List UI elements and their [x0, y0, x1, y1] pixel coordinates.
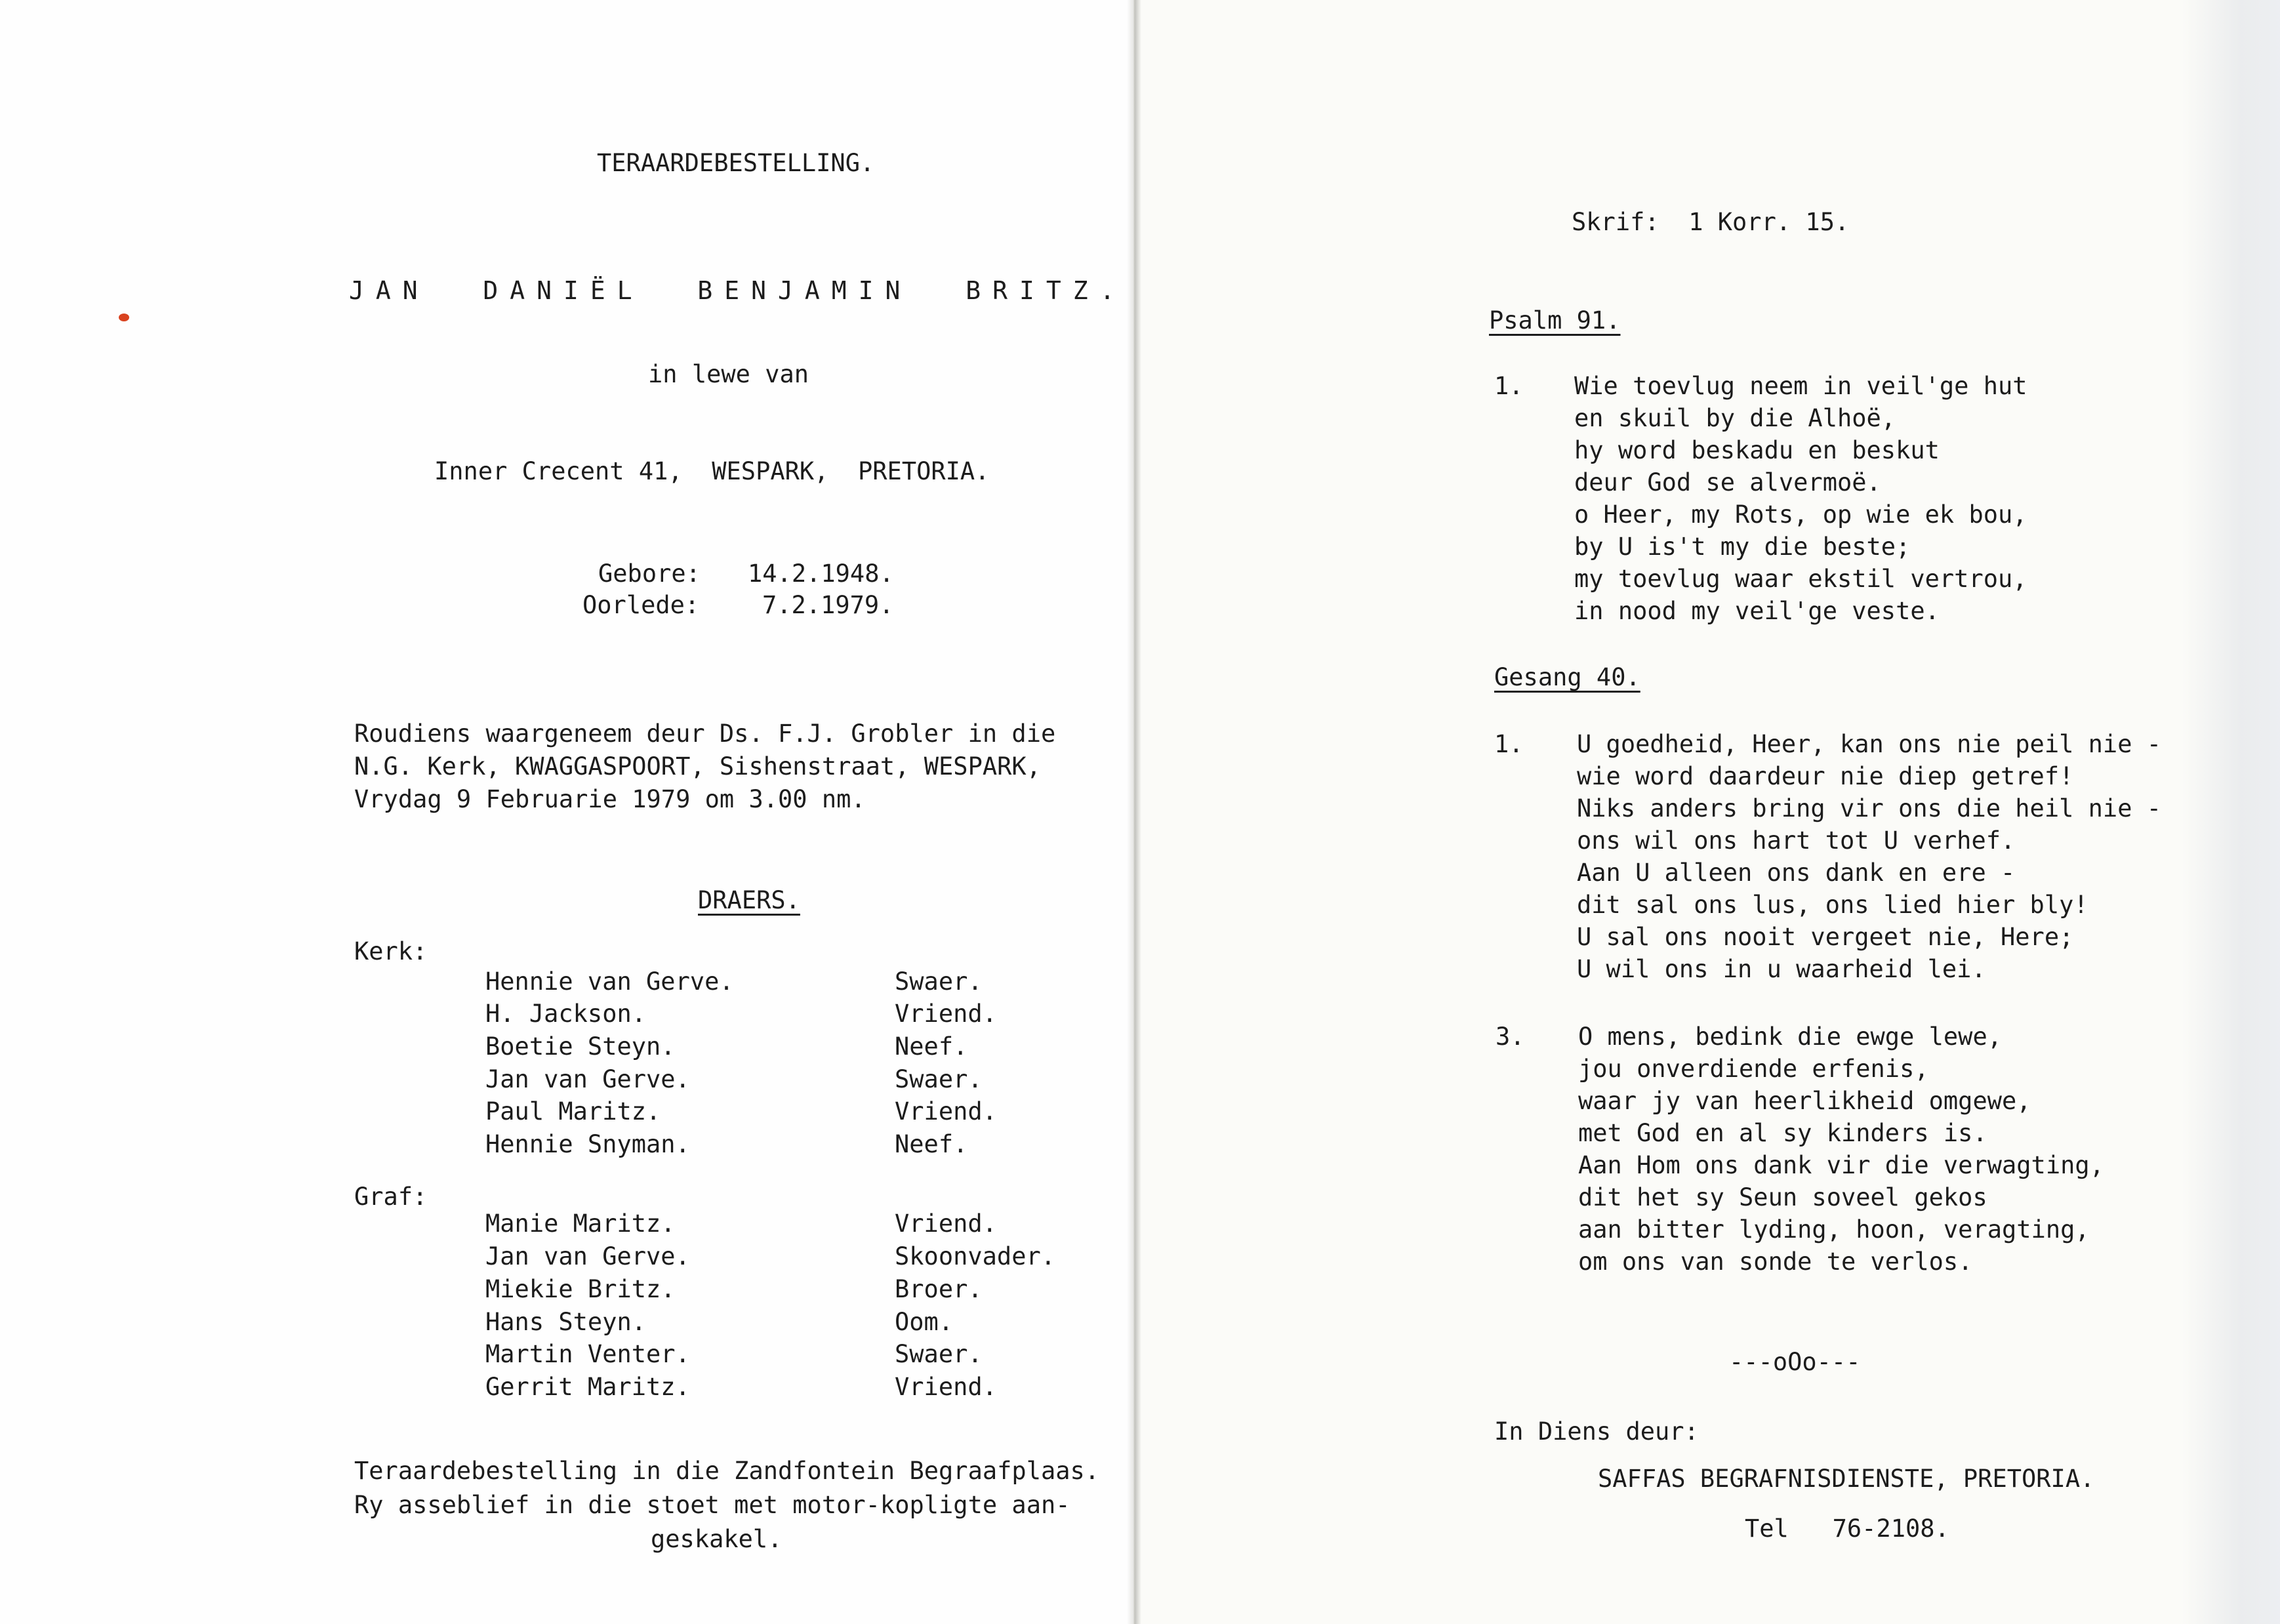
verse-number: 3.: [1496, 1023, 1525, 1051]
service-line: Vrydag 9 Februarie 1979 om 3.00 nm.: [354, 785, 866, 813]
gesang-line: ons wil ons hart tot U verhef.: [1577, 826, 2016, 855]
bearer-relation: Swaer.: [895, 1065, 983, 1093]
bearer-relation: Swaer.: [895, 967, 983, 996]
gesang-line: waar jy van heerlikheid omgewe,: [1578, 1087, 2031, 1115]
gesang-line: O mens, bedink die ewge lewe,: [1578, 1023, 2003, 1051]
bearer-relation: Broer.: [895, 1275, 983, 1303]
bearer-relation: Vriend.: [895, 1373, 997, 1401]
page-fold: [1127, 0, 1141, 1624]
separator: ---oOo---: [1729, 1348, 1861, 1376]
bearer-name: Manie Maritz.: [485, 1209, 676, 1238]
bearer-name: Gerrit Maritz.: [485, 1373, 690, 1401]
verse-number: 1.: [1494, 372, 1524, 400]
gesang-line: U goedheid, Heer, kan ons nie peil nie -: [1577, 730, 2162, 758]
church-label: Kerk:: [354, 937, 428, 965]
funeral-home: SAFFAS BEGRAFNISDIENSTE, PRETORIA.: [1598, 1465, 2095, 1493]
bearer-relation: Neef.: [895, 1130, 968, 1158]
bearer-relation: Swaer.: [895, 1340, 983, 1368]
bearer-name: Paul Maritz.: [485, 1097, 661, 1126]
gesang-line: om ons van sonde te verlos.: [1578, 1248, 1973, 1276]
bearer-relation: Vriend.: [895, 1000, 997, 1028]
service-line: N.G. Kerk, KWAGGASPOORT, Sishenstraat, WESPARK,: [354, 752, 1041, 781]
burial-line: geskakel.: [651, 1525, 783, 1553]
service-by-label: In Diens deur:: [1494, 1417, 1699, 1446]
bearer-name: Boetie Steyn.: [485, 1032, 676, 1061]
bearer-name: Martin Venter.: [485, 1340, 690, 1368]
psalm-line: deur God se alvermoë.: [1574, 468, 1881, 497]
gesang-heading: Gesang 40.: [1494, 663, 1640, 691]
gesang-line: U sal ons nooit vergeet nie, Here;: [1577, 923, 2074, 951]
psalm-line: Wie toevlug neem in veil'ge hut: [1574, 372, 2027, 400]
scan-edge-shade: [2182, 0, 2280, 1624]
bearer-name: Hennie Snyman.: [485, 1130, 690, 1158]
bearer-name: Miekie Britz.: [485, 1275, 676, 1303]
burial-line: Teraardebestelling in die Zandfontein Begraafplaas.: [354, 1457, 1100, 1485]
psalm-line: in nood my veil'ge veste.: [1574, 597, 1940, 625]
scripture-reference: Skrif: 1 Korr. 15.: [1572, 208, 1850, 236]
psalm-line: hy word beskadu en beskut: [1574, 436, 1940, 464]
phone-number: Tel 76-2108.: [1745, 1514, 1949, 1543]
gesang-line: met God en al sy kinders is.: [1578, 1119, 1987, 1147]
bearer-relation: Vriend.: [895, 1097, 997, 1126]
pallbearers-heading: DRAERS.: [698, 886, 800, 914]
gesang-line: Niks anders bring vir ons die heil nie -: [1577, 794, 2162, 822]
ink-speck: [119, 314, 129, 321]
grave-label: Graf:: [354, 1183, 428, 1211]
bearer-name: Hennie van Gerve.: [485, 967, 734, 996]
died-label: Oorlede:: [582, 591, 700, 619]
psalm-line: by U is't my die beste;: [1574, 533, 1911, 561]
psalm-heading: Psalm 91.: [1489, 306, 1621, 335]
bearer-relation: Oom.: [895, 1308, 954, 1336]
address: Inner Crecent 41, WESPARK, PRETORIA.: [434, 457, 990, 485]
gesang-line: jou onverdiende erfenis,: [1578, 1055, 1929, 1083]
bearer-relation: Neef.: [895, 1032, 968, 1061]
gesang-line: wie word daardeur nie diep getref!: [1577, 762, 2074, 790]
psalm-line: o Heer, my Rots, op wie ek bou,: [1574, 500, 2027, 529]
born-date: 14.2.1948.: [748, 559, 894, 588]
gesang-line: aan bitter lyding, hoon, veragting,: [1578, 1215, 2090, 1244]
verse-number: 1.: [1494, 730, 1524, 758]
bearer-relation: Vriend.: [895, 1209, 997, 1238]
gesang-line: dit het sy Seun soveel gekos: [1578, 1183, 1987, 1211]
gesang-line: Aan U alleen ons dank en ere -: [1577, 859, 2016, 887]
in-lewe-van: in lewe van: [648, 360, 809, 388]
psalm-line: en skuil by die Alhoë,: [1574, 404, 1896, 432]
bearer-relation: Skoonvader.: [895, 1242, 1056, 1270]
gesang-line: dit sal ons lus, ons lied hier bly!: [1577, 891, 2088, 919]
burial-line: Ry asseblief in die stoet met motor-kopligte aan-: [354, 1491, 1070, 1519]
died-date: 7.2.1979.: [762, 591, 894, 619]
psalm-line: my toevlug waar ekstil vertrou,: [1574, 565, 2027, 593]
gesang-line: U wil ons in u waarheid lei.: [1577, 955, 1986, 983]
bearer-name: H. Jackson.: [485, 1000, 647, 1028]
deceased-name: JAN DANIËL BENJAMIN BRITZ.: [349, 276, 1127, 305]
bearer-name: Jan van Gerve.: [485, 1242, 690, 1270]
bearer-name: Jan van Gerve.: [485, 1065, 690, 1093]
gesang-line: Aan Hom ons dank vir die verwagting,: [1578, 1151, 2104, 1179]
bearer-name: Hans Steyn.: [485, 1308, 647, 1336]
born-label: Gebore:: [598, 559, 701, 588]
service-line: Roudiens waargeneem deur Ds. F.J. Grobler in die: [354, 720, 1056, 748]
document-title: TERAARDEBESTELLING.: [597, 149, 875, 177]
